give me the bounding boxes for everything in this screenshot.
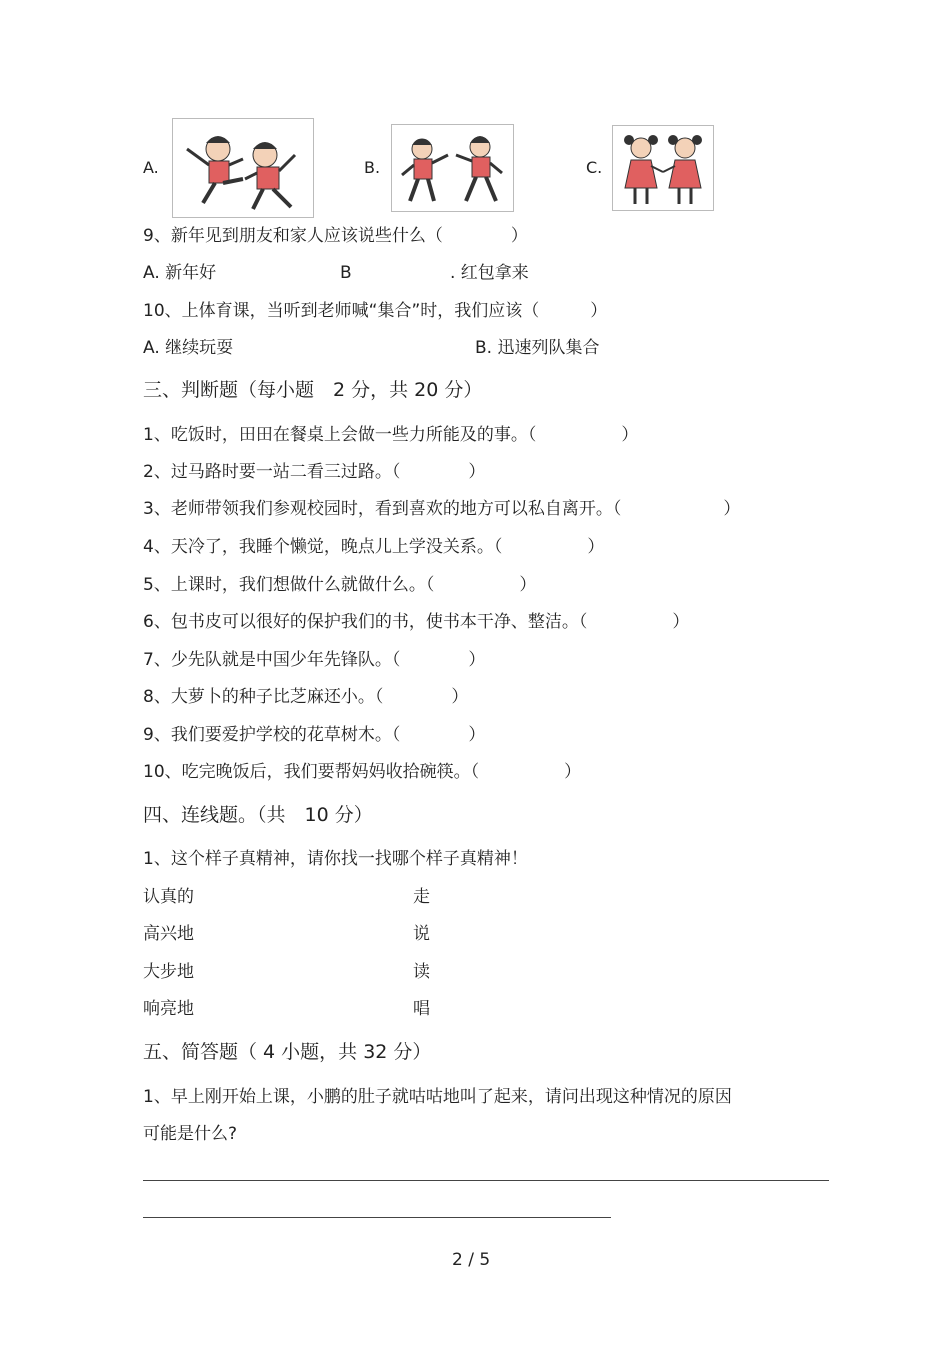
match-left-item: 大步地	[143, 962, 194, 982]
judge-item: 5、上课时，我们想做什么就做什么。（ ）	[143, 575, 537, 595]
judge-item: 8、大萝卜的种子比芝麻还小。（ ）	[143, 687, 469, 707]
option-a-image	[172, 118, 314, 218]
section-4-title: 四、连线题。（共 10 分）	[143, 804, 373, 826]
q9-option-a: A. 新年好	[143, 263, 217, 283]
question-10: 10、上体育课，当听到老师喊“集合”时，我们应该（ ）	[143, 301, 608, 321]
option-b-image	[391, 124, 514, 212]
question-9: 9、新年见到朋友和家人应该说些什么（ ）	[143, 226, 528, 246]
q9-option-b-text: . 红包拿来	[450, 263, 529, 283]
option-a-label: A.	[143, 158, 159, 177]
match-left-item: 认真的	[143, 887, 194, 907]
q10-option-a: A. 继续玩耍	[143, 338, 234, 358]
q9-option-b-letter: B	[340, 263, 352, 283]
judge-item: 7、少先队就是中国少年先锋队。（ ）	[143, 650, 486, 670]
section-3-title: 三、判断题（每小题 2 分，共 20 分）	[143, 379, 483, 401]
option-c-image	[612, 125, 714, 211]
short-answer-question-line1: 1、早上刚开始上课，小鹏的肚子就咕咕地叫了起来，请问出现这种情况的原因	[143, 1087, 732, 1107]
judge-item: 3、老师带领我们参观校园时，看到喜欢的地方可以私自离开。（ ）	[143, 499, 741, 519]
match-right-item: 说	[413, 924, 430, 944]
answer-line[interactable]	[143, 1217, 611, 1218]
match-right-item: 读	[413, 962, 430, 982]
short-answer-question-line2: 可能是什么?	[143, 1124, 238, 1144]
match-left-item: 高兴地	[143, 924, 194, 944]
matching-question: 1、这个样子真精神，请你找一找哪个样子真精神！	[143, 849, 528, 869]
judge-item: 4、天冷了，我睡个懒觉，晚点儿上学没关系。（ ）	[143, 537, 605, 557]
match-left-item: 响亮地	[143, 999, 194, 1019]
option-c-label: C.	[586, 158, 603, 177]
judge-item: 1、吃饭时，田田在餐桌上会做一些力所能及的事。（ ）	[143, 425, 639, 445]
match-right-item: 唱	[413, 999, 430, 1019]
judge-item: 2、过马路时要一站二看三过路。（ ）	[143, 462, 486, 482]
judge-item: 9、我们要爱护学校的花草树木。（ ）	[143, 725, 486, 745]
answer-line[interactable]	[143, 1180, 829, 1181]
page-number: 2 / 5	[452, 1250, 491, 1270]
option-b-label: B.	[364, 158, 381, 177]
section-5-title: 五、简答题（ 4 小题，共 32 分）	[143, 1041, 432, 1063]
match-right-item: 走	[413, 887, 430, 907]
q10-option-b: B. 迅速列队集合	[475, 338, 600, 358]
judge-item: 6、包书皮可以很好的保护我们的书，使书本干净、整洁。（ ）	[143, 612, 690, 632]
judge-item: 10、吃完晚饭后，我们要帮妈妈收拾碗筷。（ ）	[143, 762, 582, 782]
